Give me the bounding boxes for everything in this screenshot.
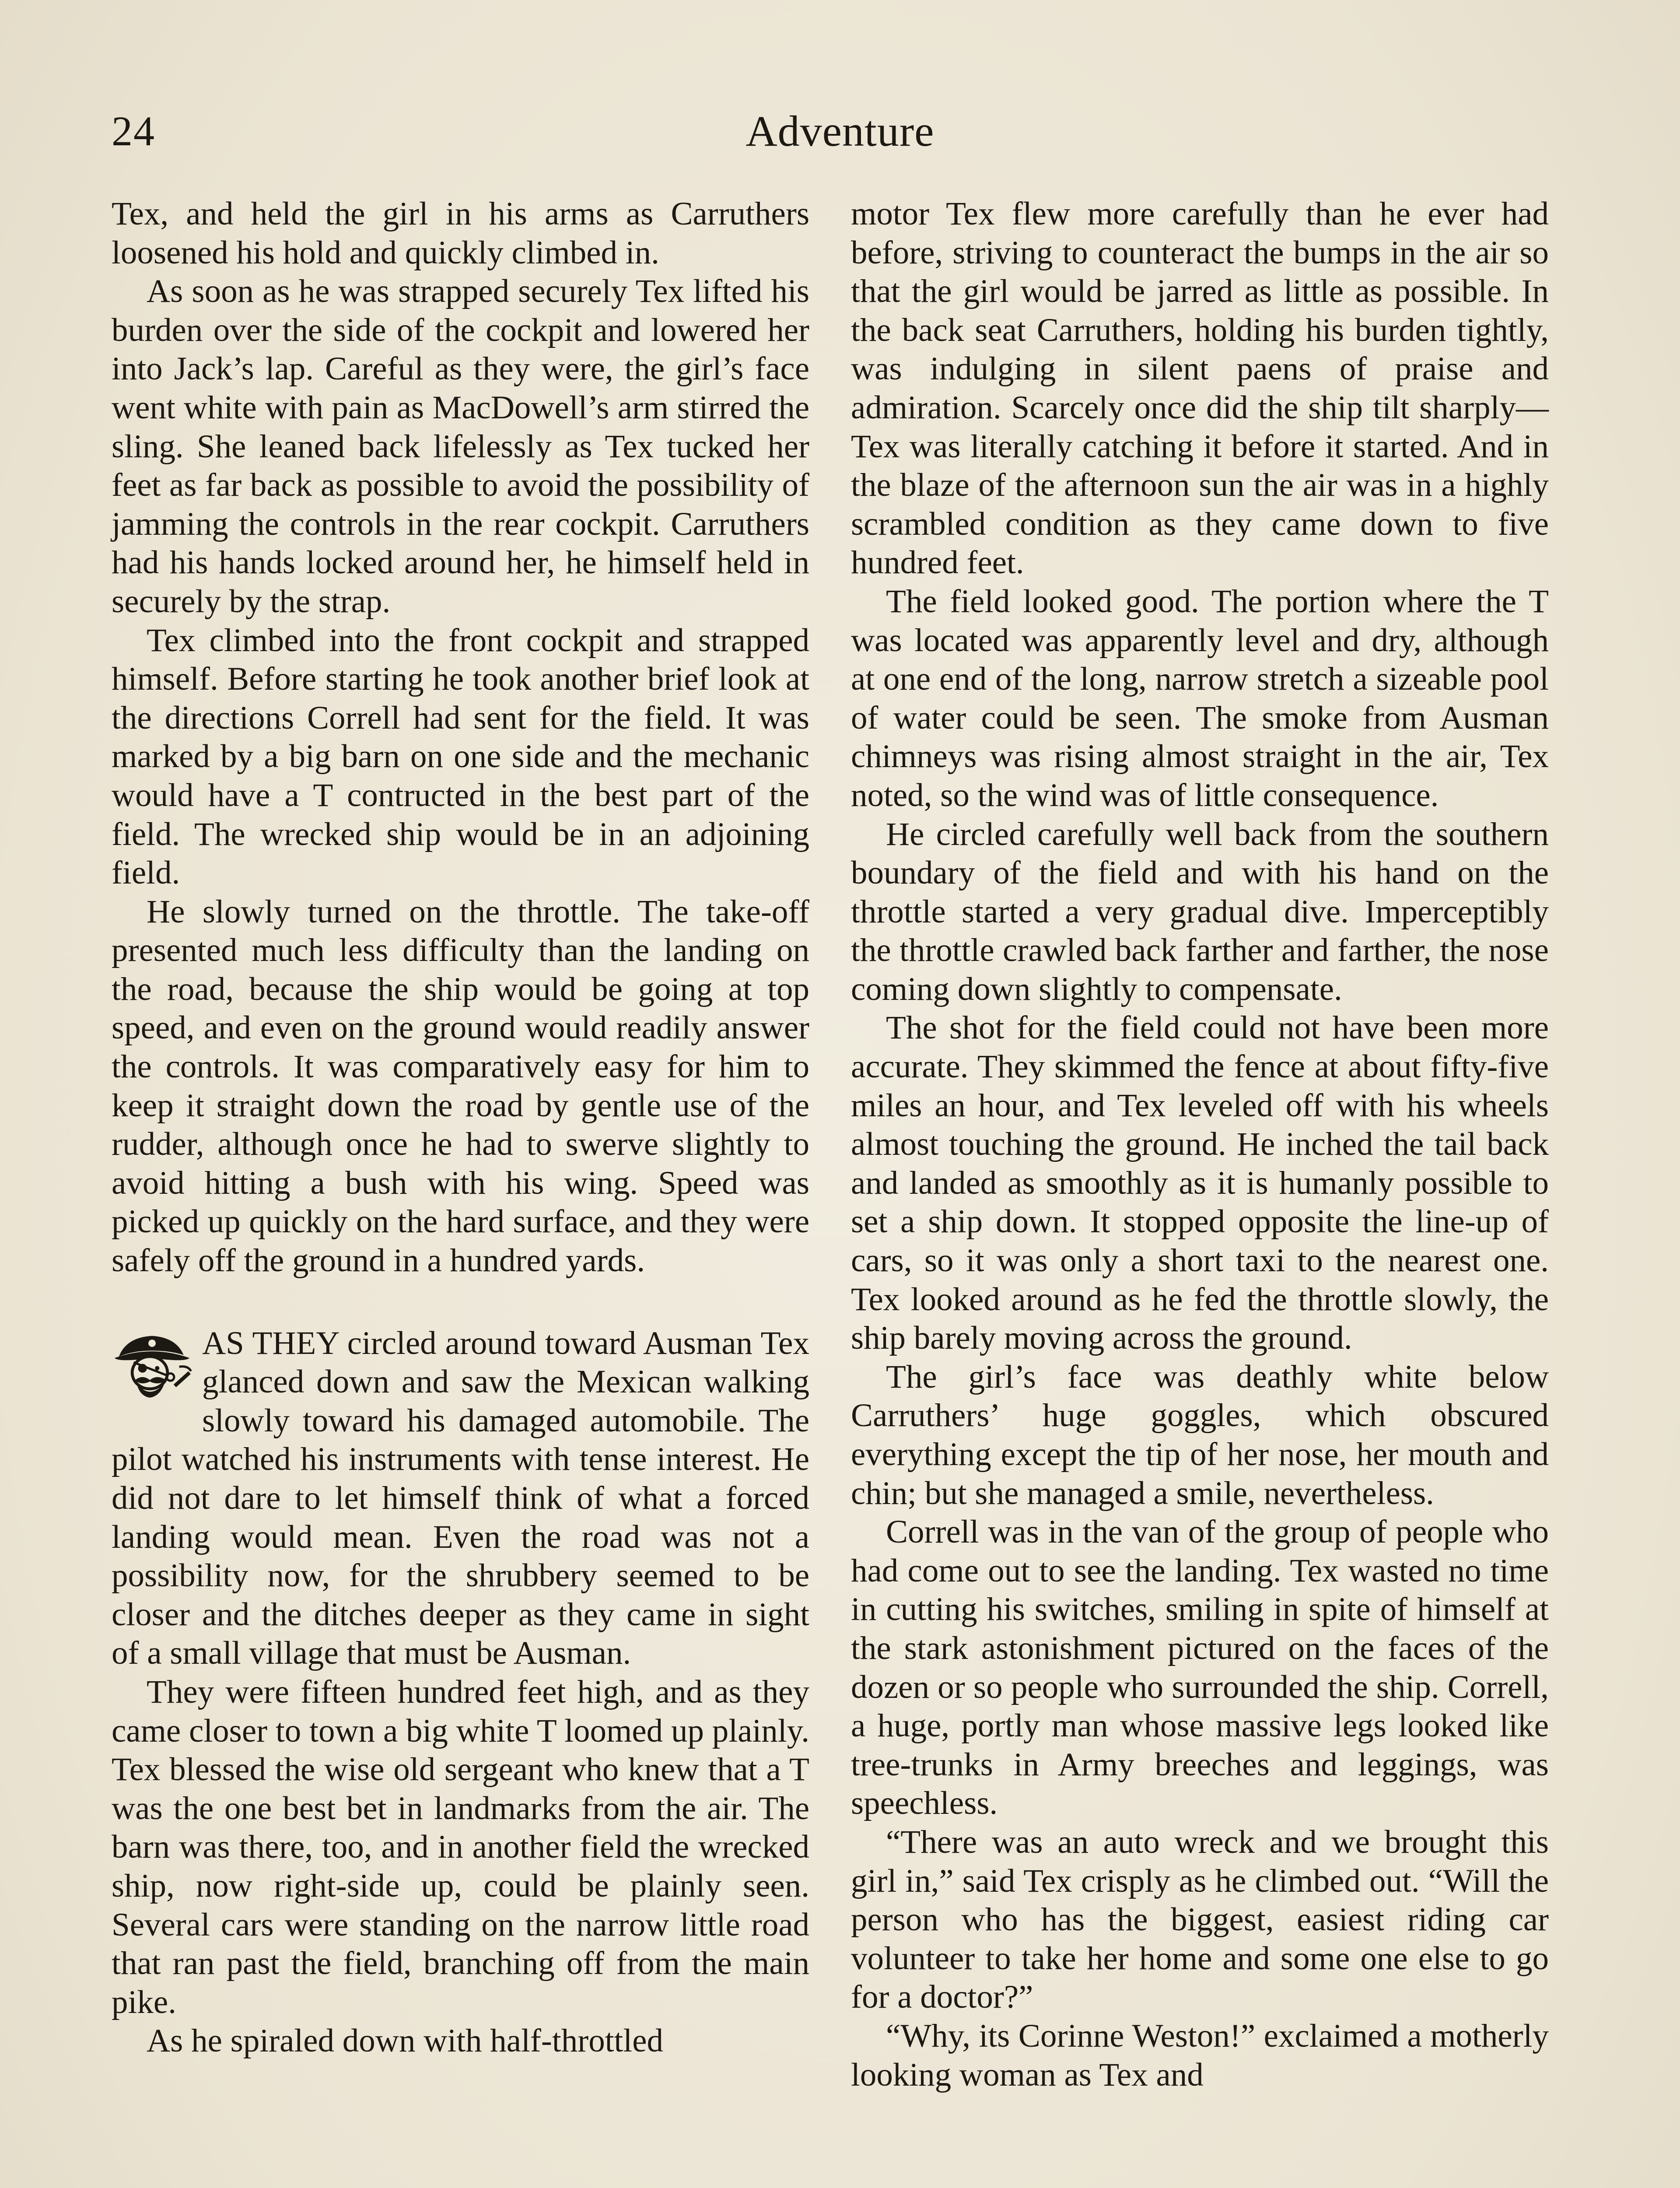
right-column [851,195,1549,2094]
paragraph: As he spiraled down with half-throttled [147,2023,663,2059]
pirate-head-icon [112,1329,192,1402]
section-break [112,1324,809,1673]
section-opening-paragraph: AS THEY circled around toward Ausman Tex glanced down and saw the Mexican walking slowly toward his damaged automobile. The pilot watched his instruments with tense interest. He did not dare to let himself think of what a forced landing would mean. Even the road was not a possibility now, for the shrubbery seemed to be closer and the ditches deeper as they came in sight of a small village that must be Ausman. [112,1325,809,1672]
paragraph: He slowly turned on the throttle. The take-off presented much less difficulty than the landing on the road, because the ship would be going at top speed, and even on the ground would readily answer the controls. It was comparatively easy for him to keep it straight down the road by gentle use of the rudder, although once he had to swerve slightly to avoid hitting a bush with his wing. Speed was picked up quickly on the hard surface, and they were safely off the ground in a hundred yards. [112,893,809,1279]
paragraph: He circled carefully well back from the southern boundary of the field and with his hand on the throttle started a very gradual dive. Imperceptibly the throttle crawled back farther and farther, the nose coming down slightly to compensate. [851,816,1549,1007]
paragraph: motor Tex flew more carefully than he ever had before, striving to counteract the bumps in the air so that the girl would be jarred as little as possible. In the back seat Carruthers, holding his burden tightly, was indulging in silent paens of praise and admiration. Scarcely once did the ship tilt sharply—Tex was literally catching it before it started. And in the blaze of the afternoon sun the air was in a highly scrambled condition as they came down to five hundred feet. [851,196,1549,581]
paragraph: “There was an auto wreck and we brought this girl in,” said Tex crisply as he climbed out. “Will the person who has the biggest, easiest riding car volunteer to take her home and some one else to go for a doctor?” [851,1823,1549,2016]
paragraph: “Why, its Corinne Weston!” exclaimed a motherly looking woman as Tex and [851,2017,1549,2093]
paragraph: Correll was in the van of the group of people who had come out to see the landing. Tex wasted no time in cutting his switches, smiling in spite of himself at the stark astonishment pictured on the faces of the dozen or so people who surrounded the ship. Correll, a huge, portly man whose massive legs looked like tree-trunks in Army breeches and leggings, was speechless. [851,1514,1549,1822]
running-title: Adventure [746,107,934,155]
page-header [112,103,1568,160]
left-column [112,195,809,2061]
paragraph: Tex, and held the girl in his arms as Carruthers loosened his hold and quickly climbed in. [112,196,809,271]
paragraph: Tex climbed into the front cockpit and strapped himself. Before starting he took another brief look at the directions Correll had sent for the field. It was marked by a big barn on one side and the mechanic would have a T contructed in the best part of the field. The wrecked ship would be in an adjoining field. [112,622,809,891]
paragraph: They were fifteen hundred feet high, and as they came closer to town a big white T loomed up plainly. Tex blessed the wise old sergeant who knew that a T was the one best bet in landmarks from the air. The barn was there, too, and in another field the wrecked ship, now right-side up, could be plainly seen. Several cars were standing on the narrow little road that ran past the field, branching off from the main pike. [112,1673,809,2020]
paragraph: The girl’s face was deathly white below Carruthers’ huge goggles, which obscured everything except the tip of her nose, her mouth and chin; but she managed a smile, nevertheless. [851,1358,1549,1511]
page-number: 24 [112,108,155,154]
paragraph: The shot for the field could not have been more accurate. They skimmed the fence at about fifty-five miles an hour, and Tex leveled off with his wheels almost touching the ground. He inched the tail back and landed as smoothly as it is humanly possible to set a ship down. It stopped opposite the line-up of cars, so it was only a short taxi to the nearest one. Tex looked around as he fed the throttle slowly, the ship barely moving across the ground. [851,1010,1549,1357]
paragraph: The field looked good. The portion where the T was located was apparently level and dry, although at one end of the long, narrow stretch a sizeable pool of water could be seen. The smoke from Ausman chimneys was rising almost straight in the air, Tex noted, so the wind was of little consequence. [851,583,1549,813]
paragraph: As soon as he was strapped securely Tex lifted his burden over the side of the cockpit and lowered her into Jack’s lap. Careful as they were, the girl’s face went white with pain as MacDowell’s arm stirred the sling. She leaned back lifelessly as Tex tucked her feet as far back as possible to avoid the possibility of jamming the controls in the rear cockpit. Carruthers had his hands locked around her, he himself held in securely by the strap. [112,273,809,620]
